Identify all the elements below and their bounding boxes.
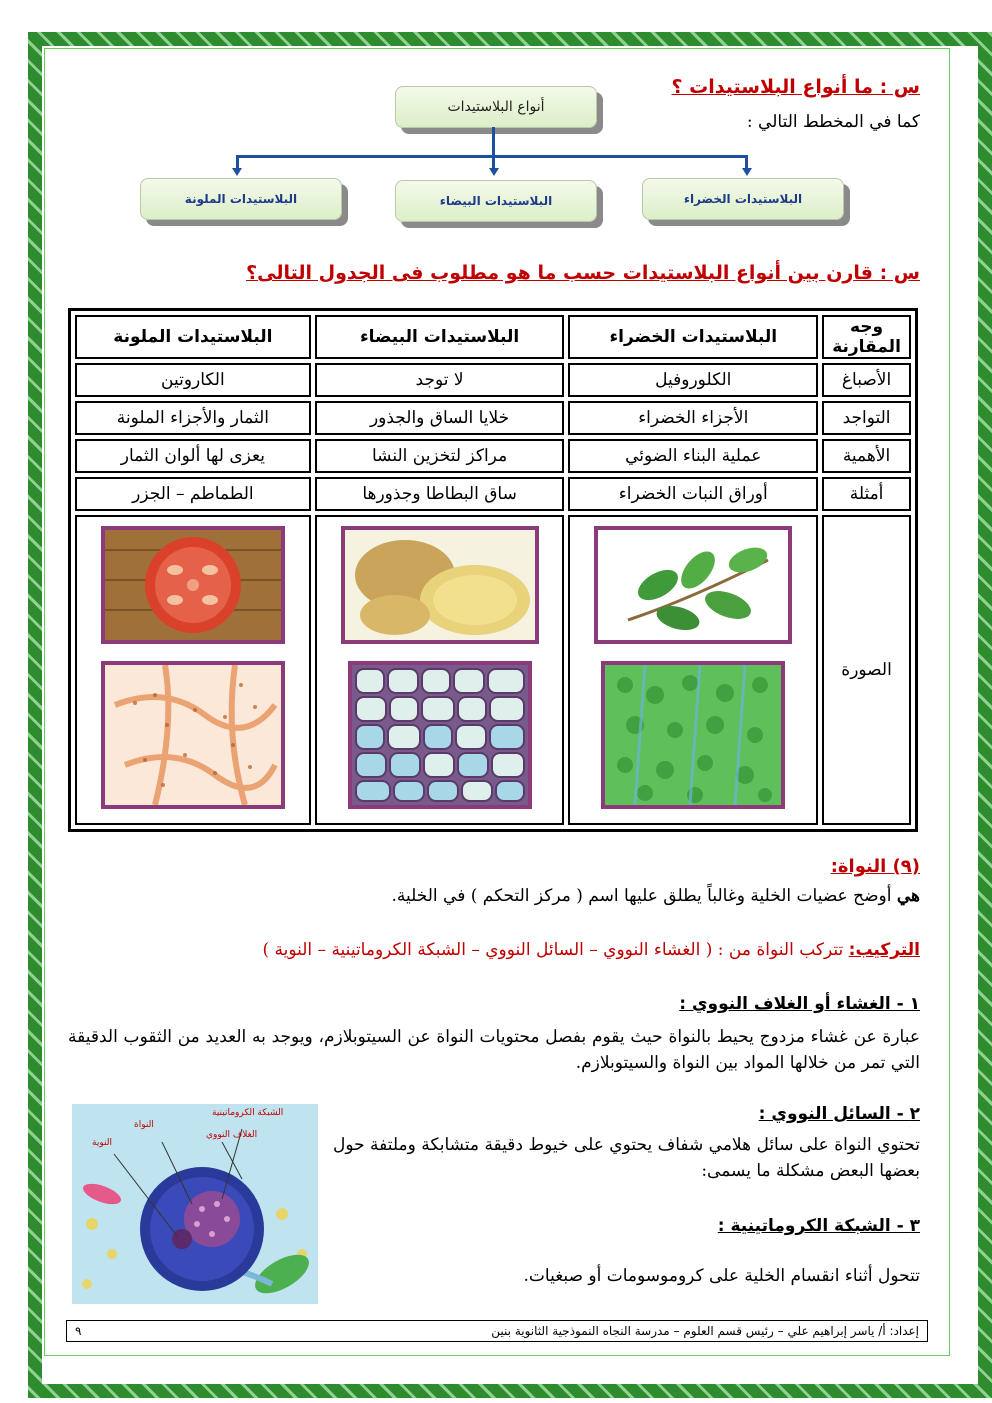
table-row: [75, 477, 911, 511]
question-2-title: س : قارن بين أنواع البلاستيدات حسب ما هو مطلوب فى الجدول التالى؟: [246, 262, 920, 284]
green-leaves-image: [594, 526, 792, 644]
table-cell: يعزى لها ألوان الثمار: [75, 439, 311, 473]
white-cells-image: [348, 661, 532, 809]
label-nucleolus: النوية: [92, 1138, 112, 1148]
arrow-down-icon: [742, 168, 752, 176]
table-row: [75, 363, 911, 397]
question-1-subtitle: كما في المخطط التالي :: [746, 112, 920, 132]
page-footer: [66, 1320, 928, 1342]
footer-credit: إعداد: أ/ ياسر إبراهيم علي – رئيس قسم العلوم – مدرسة النجاه النموذجية الثانوية بنين: [491, 1324, 919, 1338]
structure-label: التركيب:: [848, 940, 920, 960]
diagram-child-white: البلاستيدات البيضاء: [395, 180, 597, 222]
table-header-row: [75, 315, 911, 359]
label-chromatin: الشبكة الكروماتينية: [212, 1108, 284, 1118]
arrow-down-icon: [232, 168, 242, 176]
colored-cells-image: [101, 661, 285, 809]
section-3-text: تتحول أثناء انقسام الخلية على كروموسومات أو صبغيات.: [523, 1266, 920, 1286]
table-cell: الأصباغ: [822, 363, 911, 397]
table-cell: الصورة: [822, 515, 911, 825]
diagram-connector-right: [745, 155, 748, 169]
table-cell: عملية البناء الضوئي: [568, 439, 818, 473]
diagram-root-box: أنواع البلاستيدات: [395, 86, 597, 128]
potatoes-image: [341, 526, 539, 644]
section-1-title: ١ - الغشاء أو الغلاف النووي :: [679, 994, 920, 1014]
table-header-cell: البلاستيدات الملونة: [75, 315, 311, 359]
diagram-connector-middle: [492, 155, 495, 169]
table-cell: الطماطم – الجزر: [75, 477, 311, 511]
diagram-child-green: البلاستيدات الخضراء: [642, 178, 844, 220]
diagram-child-colored: البلاستيدات الملونة: [140, 178, 342, 220]
green-cells-image: [601, 661, 785, 809]
table-cell: مراكز لتخزين النشا: [315, 439, 565, 473]
section-2-title: ٢ - السائل النووي :: [758, 1104, 920, 1124]
table-cell: التواجد: [822, 401, 911, 435]
section-1-text: عبارة عن غشاء مزدوج يحيط بالنواة حيث يقوم بفصل محتويات النواة عن السيتوبلازم، ويوجد به العديد من الثقوب الدقيقة التي تمر من خلالها المواد بين النواة والسيتوبلازم.: [68, 1027, 920, 1073]
structure-text: تتركب النواة من : ( الغشاء النووي – السائل النووي – الشبكة الكروماتينية – النوية ): [262, 940, 844, 960]
section-2-text: تحتوي النواة على سائل هلامي شفاف يحتوي على خيوط دقيقة متشابكة وملتفة حول بعضها البعض مشكلة ما يسمى:: [332, 1135, 920, 1181]
table-header-cell: البلاستيدات الخضراء: [568, 315, 818, 359]
comparison-table: [68, 308, 918, 832]
white-plastid-images: [315, 515, 565, 825]
label-nucleus: النواة: [134, 1120, 154, 1130]
table-cell: الأجزاء الخضراء: [568, 401, 818, 435]
table-cell: لا توجد: [315, 363, 565, 397]
tomato-image: [101, 526, 285, 644]
table-header-cell: البلاستيدات البيضاء: [315, 315, 565, 359]
table-header-cell: وجه المقارنة: [822, 315, 911, 359]
green-plastid-images: [568, 515, 818, 825]
arrow-down-icon: [489, 168, 499, 176]
section-3-title: ٣ - الشبكة الكروماتينية :: [717, 1216, 920, 1236]
table-cell: خلايا الساق والجذور: [315, 401, 565, 435]
table-row: [75, 401, 911, 435]
nucleus-heading: (٩) النواة:: [830, 856, 920, 877]
table-cell: الثمار والأجزاء الملونة: [75, 401, 311, 435]
page-number: ٩: [75, 1324, 82, 1338]
nucleus-figure: [72, 1104, 318, 1304]
nucleus-structure: [60, 940, 920, 960]
table-cell: أمثلة: [822, 477, 911, 511]
label-envelope: الغلاف النووي: [206, 1130, 258, 1140]
diagram-connector-left: [236, 155, 239, 169]
table-cell: الكاروتين: [75, 363, 311, 397]
nucleus-definition: [160, 886, 920, 906]
table-cell: ساق البطاطا وجذورها: [315, 477, 565, 511]
nucleus-illustration: [72, 1104, 318, 1304]
question-1-title: س : ما أنواع البلاستيدات ؟: [671, 76, 920, 98]
table-image-row: [75, 515, 911, 825]
table-cell: الأهمية: [822, 439, 911, 473]
diagram-connector-vertical: [492, 127, 495, 157]
colored-plastid-images: [75, 515, 311, 825]
table-cell: أوراق النبات الخضراء: [568, 477, 818, 511]
nucleus-definition-text: أوضح عضيات الخلية وغالباً يطلق عليها اسم ( مركز التحكم ) في الخلية.: [391, 886, 892, 906]
table-cell: الكلوروفيل: [568, 363, 818, 397]
nucleus-definition-bold: هي: [896, 886, 920, 906]
table-row: [75, 439, 911, 473]
